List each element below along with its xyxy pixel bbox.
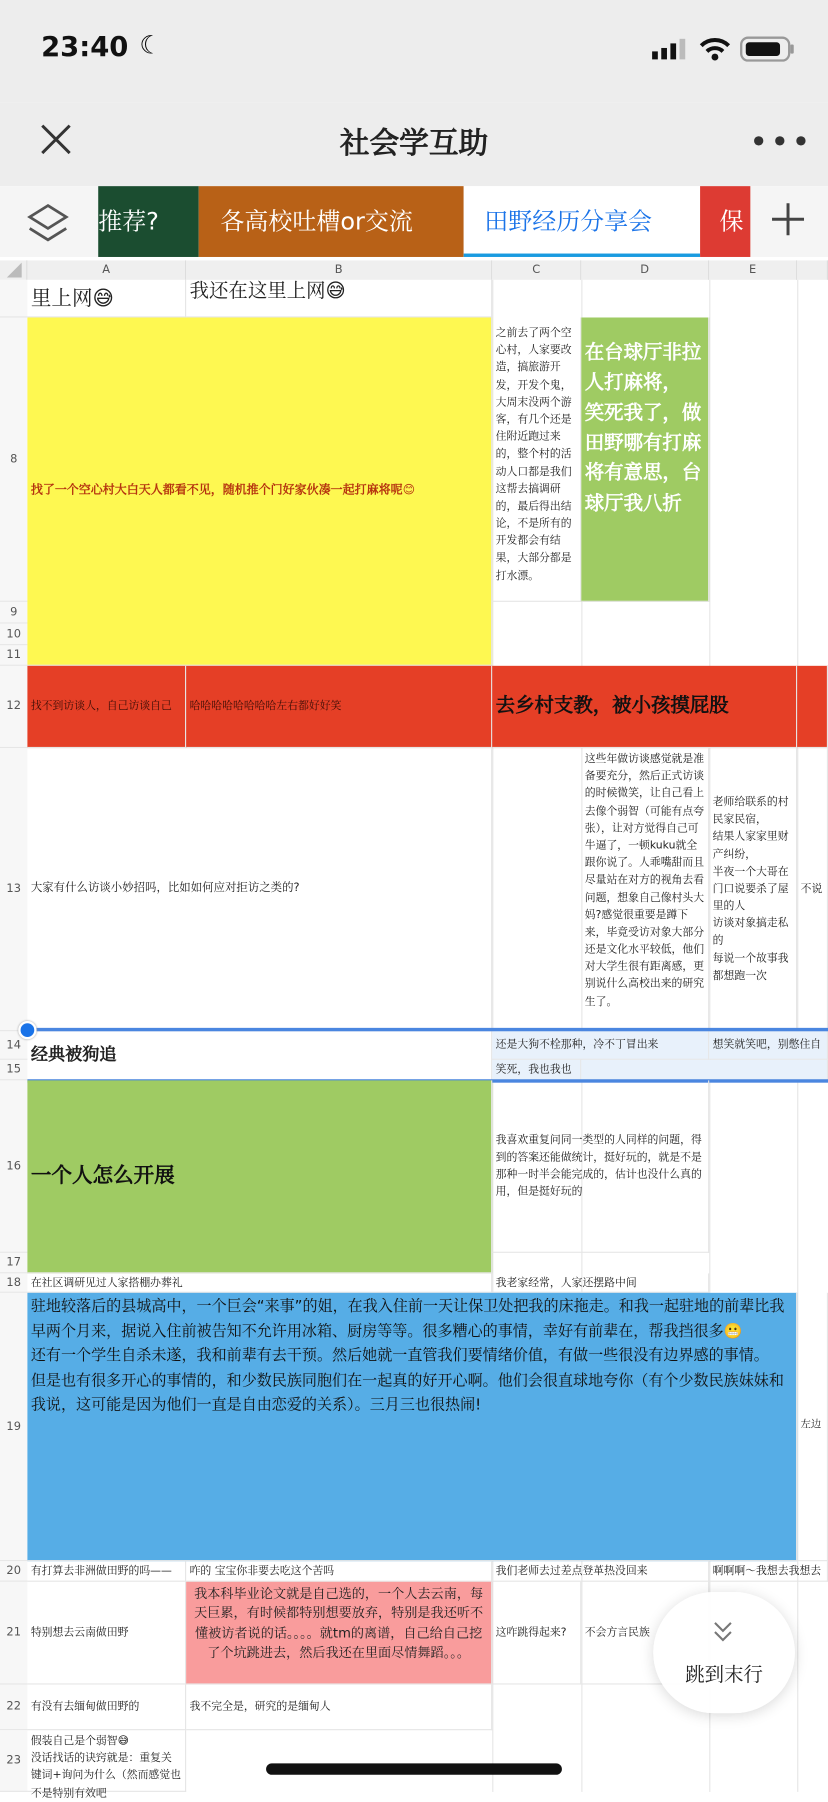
row-header[interactable]: 16 (0, 1080, 27, 1252)
tab-field-experience[interactable]: 田野经历分享会 (464, 186, 700, 257)
cell-d8[interactable]: 在台球厅非拉人打麻将， 笑死我了，做田野哪有打麻将有意思，台球厅我八折 (581, 317, 709, 601)
cell-a12[interactable]: 找不到访谈人，自己访谈自己 (27, 666, 186, 748)
cell-a21[interactable]: 特别想去云南做田野 (27, 1582, 186, 1685)
tab-universities[interactable]: 各高校吐槽or交流 (199, 186, 464, 257)
cell-c8[interactable]: 之前去了两个空心村，人家要改造，搞旅游开发，开发个鬼，大周末没两个游客，有几个还是住附近跑过来的，整个村的活动人口都是我们这帮去搞调研的，最后得出结论，不是所有的开发都会有结果，大部分都是打水漂。 (492, 317, 581, 601)
wifi-icon (699, 37, 731, 62)
column-header-a[interactable]: A (27, 260, 186, 279)
cell-b22[interactable]: 我不完全是，研究的是缅甸人 (186, 1685, 492, 1731)
cell-a23[interactable]: 假装自己是个弱智😅 没话找话的诀窍就是：重复关键词+询问为什么（然而感觉也不是特别有效吧 (27, 1730, 186, 1792)
row-header[interactable]: 13 (0, 748, 27, 1031)
row-header[interactable]: 20 (0, 1561, 27, 1582)
row-header[interactable]: 21 (0, 1582, 27, 1685)
cell-b20[interactable]: 咋的 宝宝你非要去吃这个苦吗 (186, 1561, 492, 1582)
cell-f19[interactable]: 左边 (797, 1293, 828, 1561)
cell-c12[interactable]: 去乡村支教，被小孩摸屁股 (492, 666, 797, 748)
column-header-f[interactable] (797, 260, 828, 279)
row-header[interactable]: 17 (0, 1253, 27, 1274)
cell-c20[interactable]: 我们老师去过差点登革热没回来 (492, 1561, 709, 1582)
row-header[interactable]: 23 (0, 1730, 27, 1792)
cell-a16[interactable]: 一个人怎么开展 (27, 1080, 492, 1273)
row-header[interactable] (0, 280, 27, 318)
cell-e13[interactable]: 老师给联系的村民家民宿， 结果人家家里财产纠纷， 半夜一个大哥在门口说要杀了屋里的人 访谈对象搞走私的 每说一个故事我都想跑一次 (709, 748, 797, 1031)
row-header[interactable]: 18 (0, 1273, 27, 1292)
status-time: 23:40 (41, 30, 129, 63)
tab-partial[interactable]: 保 (700, 186, 750, 257)
cell-c16[interactable]: 我喜欢重复问同一类型的人同样的问题，得到的答案还能做统计，挺好玩的，就是不是那种一时半会能完成的，估计也没什么真的用，但是挺好玩的 (492, 1080, 709, 1252)
signal-icon (652, 39, 691, 60)
select-all-corner[interactable] (0, 260, 27, 279)
chevron-double-down-icon (710, 1619, 735, 1644)
page-title: 社会学互助 (339, 126, 489, 162)
cell-a22[interactable]: 有没有去缅甸做田野的 (27, 1685, 186, 1731)
home-indicator[interactable] (266, 1763, 562, 1774)
row-header[interactable]: 12 (0, 666, 27, 748)
column-header-c[interactable]: C (492, 260, 581, 279)
cell-d15[interactable] (581, 1060, 828, 1081)
cell-f12[interactable] (797, 666, 828, 748)
cell-a18[interactable]: 在社区调研见过人家搭棚办葬礼 (27, 1273, 492, 1292)
cell-b21[interactable]: 我本科毕业论文就是自己选的，一个人去云南，每天巨累，有时候都特别想要放弃，特别是我还听不懂被访者说的话。。。。就tm的离谱，自己给自己挖了个坑跳进去，然后我还在里面尽情舞蹈。。。 (186, 1582, 492, 1685)
cell-a13[interactable]: 大家有什么访谈小妙招吗，比如如何应对拒访之类的? (27, 748, 492, 1031)
column-header-d[interactable]: D (581, 260, 709, 279)
cell-c21[interactable]: 这咋跳得起来? (492, 1582, 581, 1685)
row-header[interactable]: 11 (0, 645, 27, 666)
cell-a20[interactable]: 有打算去非洲做田野的吗—— (27, 1561, 186, 1582)
cell-a8[interactable]: 找了一个空心村大白天人都看不见，随机推个门好家伙凑一起打麻将呢😊 (27, 317, 492, 665)
cell-f13[interactable]: 不说 (797, 748, 828, 1031)
cell-b12[interactable]: 哈哈哈哈哈哈哈哈左右都好好笑 (186, 666, 492, 748)
cell-d13[interactable]: 这些年做访谈感觉就是准备要充分，然后正式访谈的时候微笑，让自己看上去像个弱智（可能有点夸张），让对方觉得自己可牛逼了，一顿kuku就全跟你说了。人乖嘴甜而且尽量站在对方的视角去看问题，想象自己像村头大妈?感觉很重要是蹲下来，毕竟受访对象大部分还是文化水平较低，他们对大学生很有距离感，更别说什么高校出来的研究生了。 (581, 748, 709, 1031)
row-header[interactable]: 8 (0, 317, 27, 601)
row-header[interactable]: 9 (0, 602, 27, 624)
add-sheet-icon[interactable] (767, 199, 808, 240)
layers-icon[interactable] (25, 201, 71, 247)
cell-e20[interactable]: 啊啊啊～我想去我想去 (709, 1561, 828, 1582)
selection-handle[interactable] (18, 1021, 36, 1039)
cell-c15[interactable]: 笑死，我也我也 (492, 1060, 581, 1081)
more-icon[interactable]: ••• (749, 123, 813, 162)
battery-icon (740, 37, 795, 62)
cell-b7[interactable]: 我还在这里上网😅 (186, 280, 492, 318)
cell-a7[interactable]: 里上网😅 (27, 280, 186, 318)
cell-d21[interactable]: 不会方言民族 (581, 1582, 709, 1685)
cell-c18[interactable]: 我老家经常，人家还摆路中间 (492, 1273, 709, 1292)
row-header[interactable]: 10 (0, 624, 27, 646)
column-header-b[interactable]: B (186, 260, 492, 279)
column-header-e[interactable]: E (709, 260, 797, 279)
jump-button-label: 跳到末行 (685, 1663, 763, 1687)
cell-a19[interactable]: 驻地较落后的县城高中，一个巨会“来事”的姐，在我入住前一天让保卫处把我的床拖走。和我一起驻地的前辈比我早两个月来，据说入住前被告知不允许用冰箱、厨房等等。很多糟心的事情，幸好有前辈在，帮我挡很多😬 还有一个学生自杀未遂，我和前辈有去干预。然后她就一直管我们要情绪价值，有做一些很没有边界感的事情。 但是也有很多开心的事情的，和少数民族同胞们在一起真的好开心啊。他们会很直球地夸你（有个少数民族妹妹和我说，这可能是因为他们一直是自由恋爱的关系）。三月三也很热闹! (27, 1293, 797, 1561)
tab-recommend[interactable]: 推荐? (98, 186, 199, 257)
cell-c14[interactable]: 还是大狗不栓那种，冷不丁冒出来 (492, 1031, 709, 1060)
row-header[interactable]: 15 (0, 1060, 27, 1081)
cell-e14[interactable]: 想笑就笑吧，别憋住自 (709, 1031, 828, 1060)
row-header[interactable]: 19 (0, 1293, 27, 1561)
selection-top-border (27, 1028, 828, 1031)
jump-to-last-row-button[interactable] (653, 1592, 795, 1713)
row-header[interactable]: 22 (0, 1685, 27, 1731)
row-header[interactable]: 14 (0, 1031, 27, 1060)
cell-a14[interactable]: 经典被狗追 (27, 1031, 492, 1080)
moon-icon: ☾ (139, 31, 162, 61)
